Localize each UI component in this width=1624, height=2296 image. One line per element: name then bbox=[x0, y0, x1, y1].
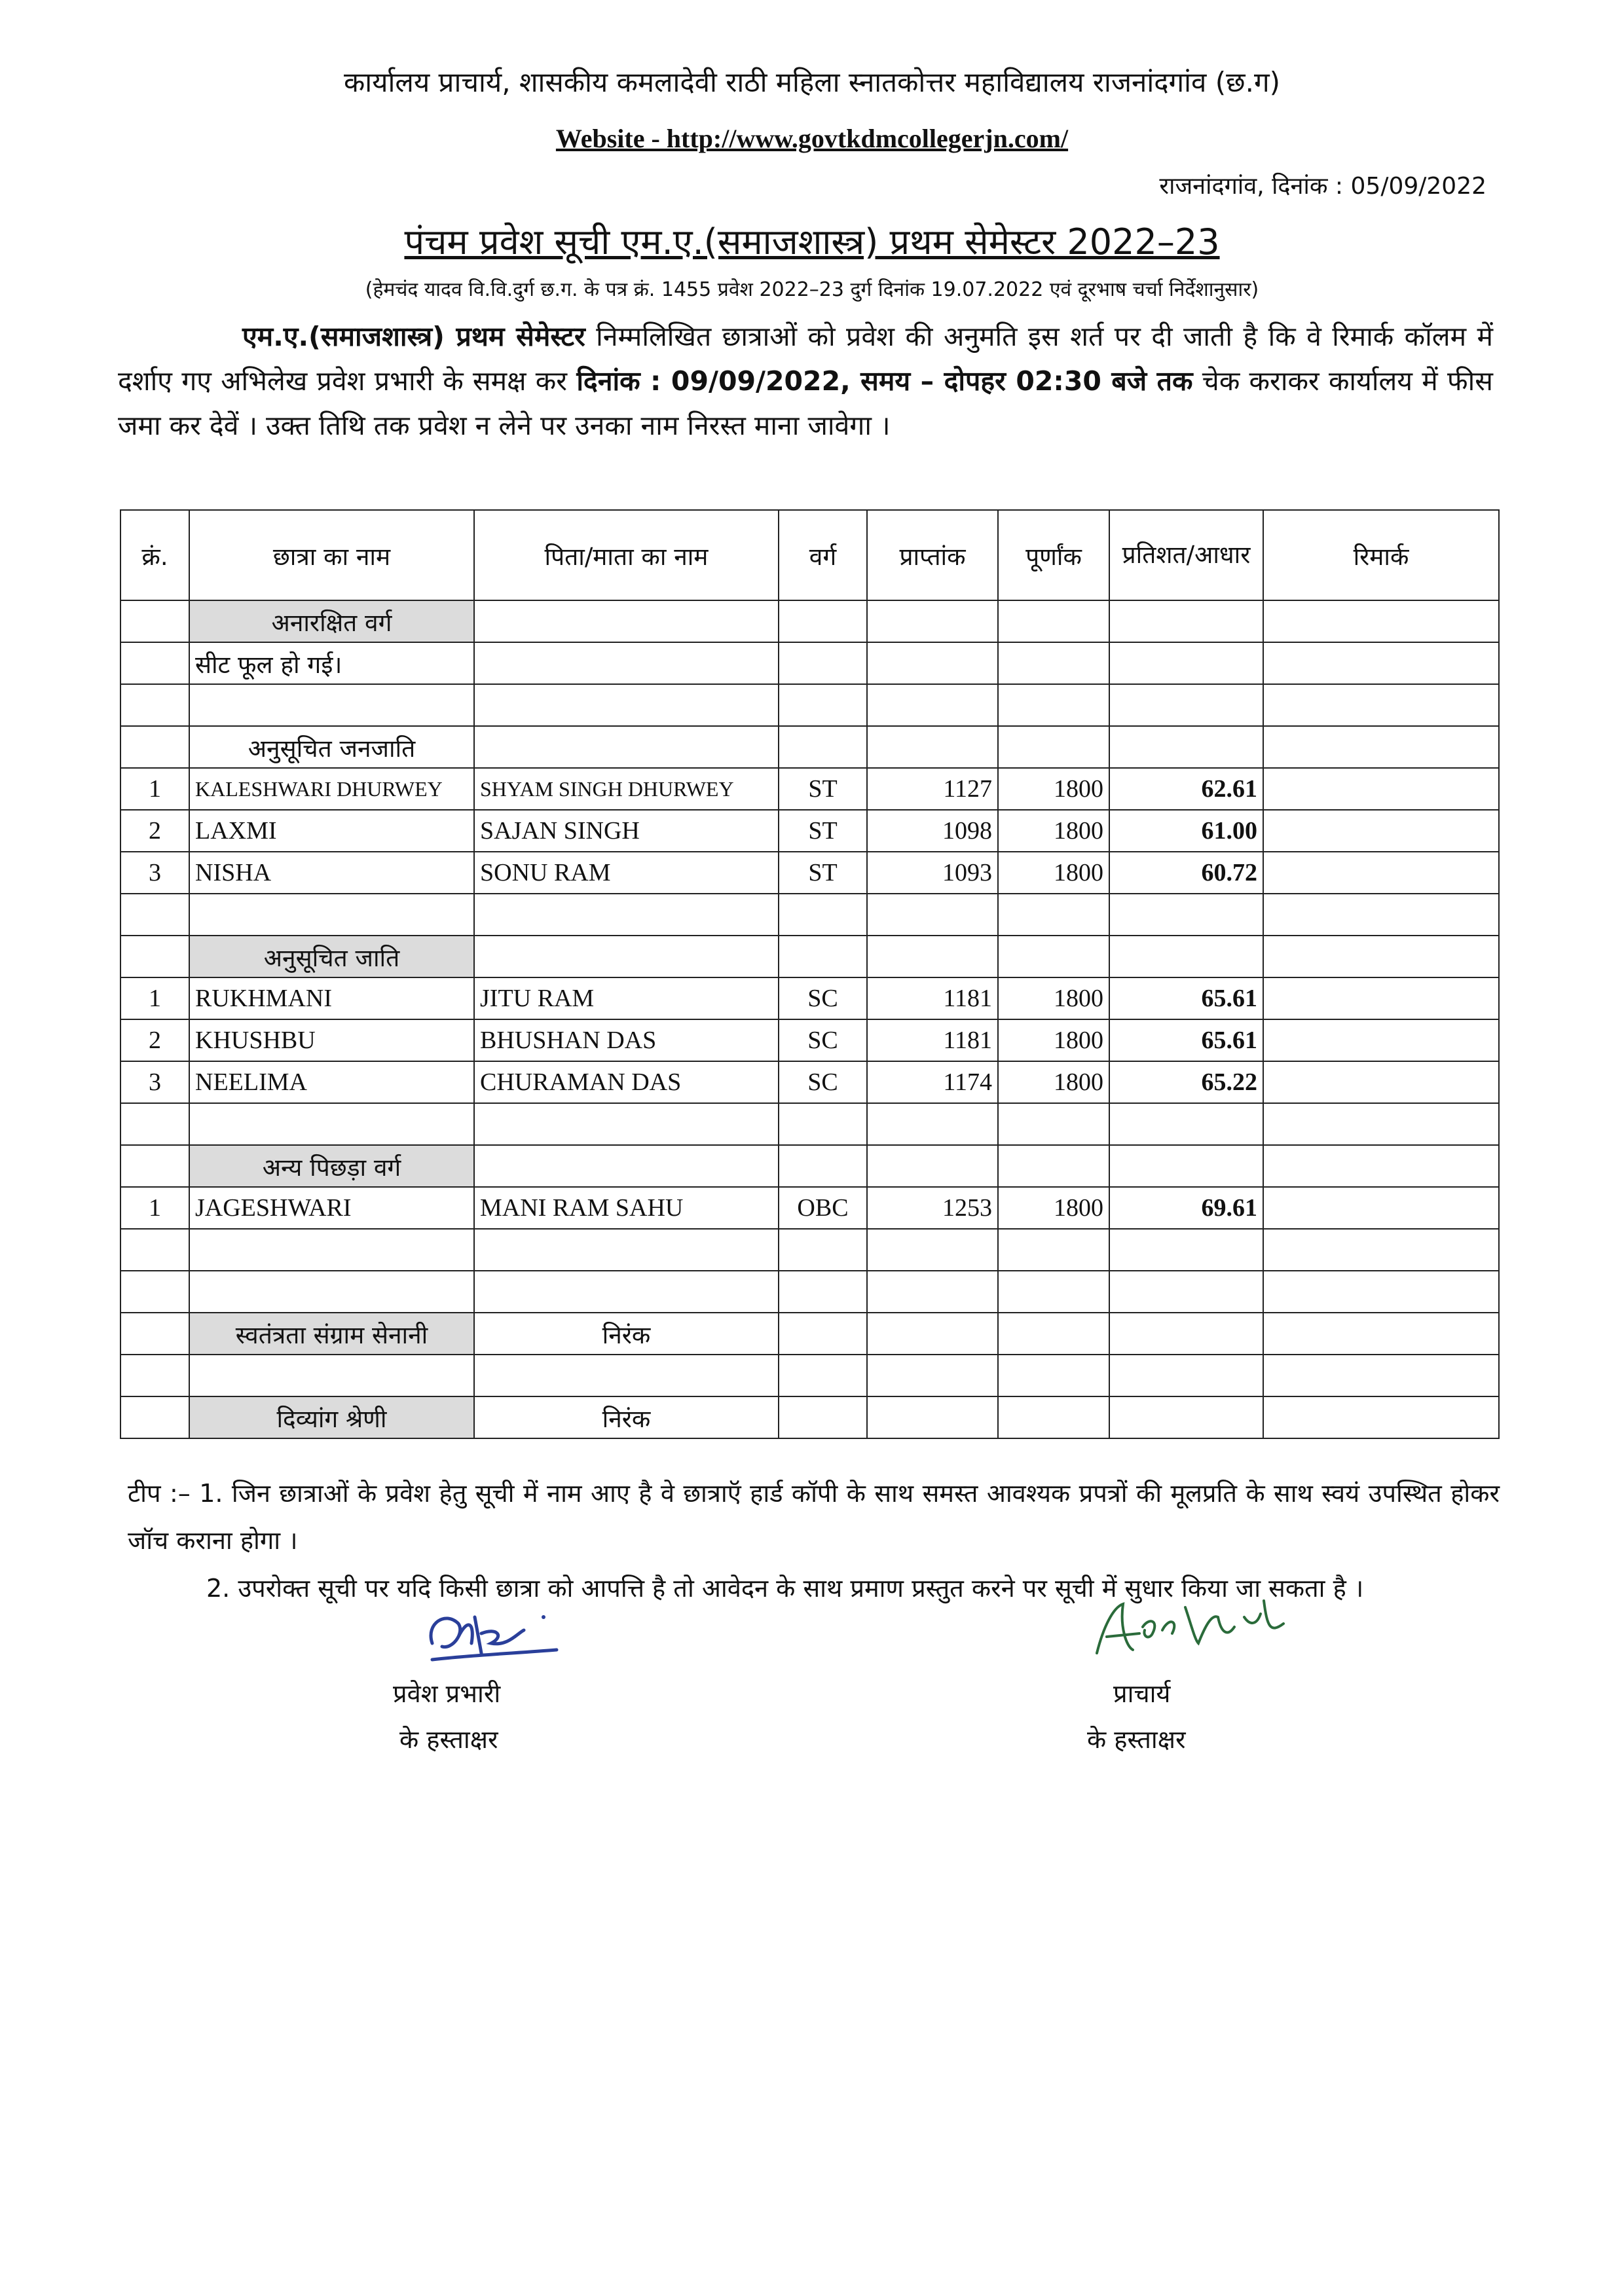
cell-sn: 2 bbox=[120, 1019, 189, 1061]
table-row bbox=[120, 1271, 1499, 1313]
cell-sn: 3 bbox=[120, 1061, 189, 1103]
cell-remark bbox=[1263, 768, 1499, 810]
freedom-fighter-value: निरंक bbox=[474, 1313, 779, 1355]
cell-obtained: 1127 bbox=[867, 768, 998, 810]
cell-category: SC bbox=[779, 1061, 867, 1103]
table-row bbox=[120, 768, 1499, 810]
cell-sn: 3 bbox=[120, 852, 189, 894]
cell-parent: JITU RAM bbox=[474, 977, 779, 1019]
cell-percentage: 69.61 bbox=[1109, 1187, 1263, 1229]
cell-obtained: 1181 bbox=[867, 977, 998, 1019]
cell-category: SC bbox=[779, 977, 867, 1019]
cell-parent: MANI RAM SAHU bbox=[474, 1187, 779, 1229]
cell-max: 1800 bbox=[998, 768, 1109, 810]
office-heading: कार्यालय प्राचार्य, शासकीय कमलादेवी राठी महिला स्नातकोत्तर महाविद्यालय राजनांदगांव (छ.ग) bbox=[344, 66, 1280, 98]
cell-obtained: 1098 bbox=[867, 810, 998, 852]
principal-signature bbox=[1087, 1588, 1297, 1673]
cell-remark bbox=[1263, 977, 1499, 1019]
section-obc: अन्य पिछड़ा वर्ग bbox=[189, 1145, 474, 1187]
cell-sn: 1 bbox=[120, 1187, 189, 1229]
cell-max: 1800 bbox=[998, 810, 1109, 852]
cell-category: ST bbox=[779, 810, 867, 852]
table-row bbox=[120, 1187, 1499, 1229]
intro-deadline: दिनांक : 09/09/2022, समय – दोपहर 02:30 बजे तक bbox=[576, 365, 1193, 397]
table-header-row bbox=[120, 510, 1499, 600]
left-signatory-caption: के हस्ताक्षर bbox=[399, 1725, 498, 1754]
cell-remark bbox=[1263, 1019, 1499, 1061]
cell-sn: 2 bbox=[120, 810, 189, 852]
header-remark: रिमार्क bbox=[1263, 510, 1499, 600]
cell-max: 1800 bbox=[998, 1187, 1109, 1229]
cell-obtained: 1093 bbox=[867, 852, 998, 894]
right-signatory-title: प्राचार्य bbox=[1113, 1679, 1171, 1708]
note-1: टीप :– 1. जिन छात्राओं के प्रवेश हेतु सूची में नाम आए है वे छात्राऍ हार्ड कॉपी के साथ समस्त आवश्यक प्रपत्रों की मूलप्रति के साथ स्वयं उपस्थित होकर जॉच कराना होगा । bbox=[128, 1479, 1500, 1555]
cell-remark bbox=[1263, 852, 1499, 894]
cell-obtained: 1253 bbox=[867, 1187, 998, 1229]
reference-line: (हेमचंद यादव वि.वि.दुर्ग छ.ग. के पत्र क्रं. 1455 प्रवेश 2022–23 दुर्ग दिनांक 19.07.2022 एवं दूरभाष चर्चा निर्देशानुसार) bbox=[365, 278, 1259, 301]
cell-percentage: 65.22 bbox=[1109, 1061, 1263, 1103]
cell-category: OBC bbox=[779, 1187, 867, 1229]
table-row bbox=[120, 1061, 1499, 1103]
right-signatory-caption: के हस्ताक्षर bbox=[1087, 1725, 1186, 1754]
cell-name: JAGESHWARI bbox=[189, 1187, 474, 1229]
left-signatory-title: प्रवेश प्रभारी bbox=[393, 1679, 501, 1708]
section-st: अनुसूचित जनजाति bbox=[189, 726, 474, 768]
cell-max: 1800 bbox=[998, 977, 1109, 1019]
table-row bbox=[120, 684, 1499, 726]
cell-name: NEELIMA bbox=[189, 1061, 474, 1103]
table-row bbox=[120, 852, 1499, 894]
cell-percentage: 62.61 bbox=[1109, 768, 1263, 810]
cell-remark bbox=[1263, 1061, 1499, 1103]
intro-lead: एम.ए.(समाजशास्त्र) प्रथम सेमेस्टर bbox=[242, 321, 585, 352]
note-2-text: 2. उपरोक्त सूची पर यदि किसी छात्रा को आपत्ति है तो आवेदन के साथ प्रमाण प्रस्तुत करने पर सूची में सुधार किया जा सकता है । bbox=[206, 1574, 1364, 1603]
cell-max: 1800 bbox=[998, 852, 1109, 894]
cell-category: ST bbox=[779, 852, 867, 894]
divyang-value: निरंक bbox=[474, 1396, 779, 1438]
seat-full-note: सीट फूल हो गई। bbox=[189, 642, 474, 684]
intro-part2: चेक कराकर कार्यालय में फीस जमा कर देवें । उक्त तिथि तक प्रवेश न लेने पर उनका नाम निरस्त माना जावेगा । bbox=[118, 365, 1493, 441]
section-unreserved: अनारक्षित वर्ग bbox=[189, 600, 474, 642]
table-row bbox=[120, 1396, 1499, 1438]
cell-max: 1800 bbox=[998, 1019, 1109, 1061]
cell-parent: CHURAMAN DAS bbox=[474, 1061, 779, 1103]
header-parent-name: पिता/माता का नाम bbox=[474, 510, 779, 600]
cell-remark bbox=[1263, 810, 1499, 852]
cell-name: KALESHWARI DHURWEY bbox=[189, 768, 474, 810]
cell-remark bbox=[1263, 1187, 1499, 1229]
table-row bbox=[120, 1019, 1499, 1061]
cell-name: LAXMI bbox=[189, 810, 474, 852]
table-row bbox=[120, 936, 1499, 977]
cell-parent: BHUSHAN DAS bbox=[474, 1019, 779, 1061]
table-row bbox=[120, 1103, 1499, 1145]
table-row bbox=[120, 810, 1499, 852]
admission-table bbox=[120, 509, 1500, 1439]
cell-parent: SAJAN SINGH bbox=[474, 810, 779, 852]
table-row bbox=[120, 1313, 1499, 1355]
cell-name: RUKHMANI bbox=[189, 977, 474, 1019]
section-divyang: दिव्यांग श्रेणी bbox=[189, 1396, 474, 1438]
table-row bbox=[120, 726, 1499, 768]
header-sn: क्रं. bbox=[120, 510, 189, 600]
cell-parent: SHYAM SINGH DHURWEY bbox=[474, 768, 779, 810]
section-freedom-fighter: स्वतंत्रता संग्राम सेनानी bbox=[189, 1313, 474, 1355]
cell-category: SC bbox=[779, 1019, 867, 1061]
table-row bbox=[120, 894, 1499, 936]
section-sc: अनुसूचित जाति bbox=[189, 936, 474, 977]
header-obtained: प्राप्तांक bbox=[867, 510, 998, 600]
admission-incharge-signature bbox=[419, 1597, 570, 1676]
table-row bbox=[120, 1145, 1499, 1187]
header-student-name: छात्रा का नाम bbox=[189, 510, 474, 600]
place-date: राजनांदगांव, दिनांक : 05/09/2022 bbox=[1159, 173, 1486, 200]
document-title: पंचम प्रवेश सूची एम.ए.(समाजशास्त्र) प्रथम सेमेस्टर 2022–23 bbox=[404, 221, 1220, 263]
cell-percentage: 61.00 bbox=[1109, 810, 1263, 852]
cell-percentage: 65.61 bbox=[1109, 1019, 1263, 1061]
cell-obtained: 1181 bbox=[867, 1019, 998, 1061]
table-row bbox=[120, 1229, 1499, 1271]
header-category: वर्ग bbox=[779, 510, 867, 600]
intro-part1: निम्मलिखित छात्राओं को प्रवेश की अनुमति इस शर्त पर दी जाती है कि वे रिमार्क कॉलम में दर्शाए गए अभिलेख प्रवेश प्रभारी के समक्ष कर bbox=[118, 321, 1494, 397]
cell-percentage: 65.61 bbox=[1109, 977, 1263, 1019]
cell-percentage: 60.72 bbox=[1109, 852, 1263, 894]
website-link[interactable]: Website - http://www.govtkdmcollegerjn.com/ bbox=[555, 124, 1069, 153]
table-row bbox=[120, 642, 1499, 684]
cell-name: NISHA bbox=[189, 852, 474, 894]
cell-category: ST bbox=[779, 768, 867, 810]
cell-obtained: 1174 bbox=[867, 1061, 998, 1103]
table-row bbox=[120, 600, 1499, 642]
cell-name: KHUSHBU bbox=[189, 1019, 474, 1061]
cell-sn: 1 bbox=[120, 977, 189, 1019]
cell-sn: 1 bbox=[120, 768, 189, 810]
table-row bbox=[120, 1355, 1499, 1396]
cell-max: 1800 bbox=[998, 1061, 1109, 1103]
cell-parent: SONU RAM bbox=[474, 852, 779, 894]
header-percentage: प्रतिशत/आधार bbox=[1109, 510, 1263, 600]
intro-paragraph bbox=[118, 314, 1493, 448]
header-max: पूर्णांक bbox=[998, 510, 1109, 600]
table-row bbox=[120, 977, 1499, 1019]
